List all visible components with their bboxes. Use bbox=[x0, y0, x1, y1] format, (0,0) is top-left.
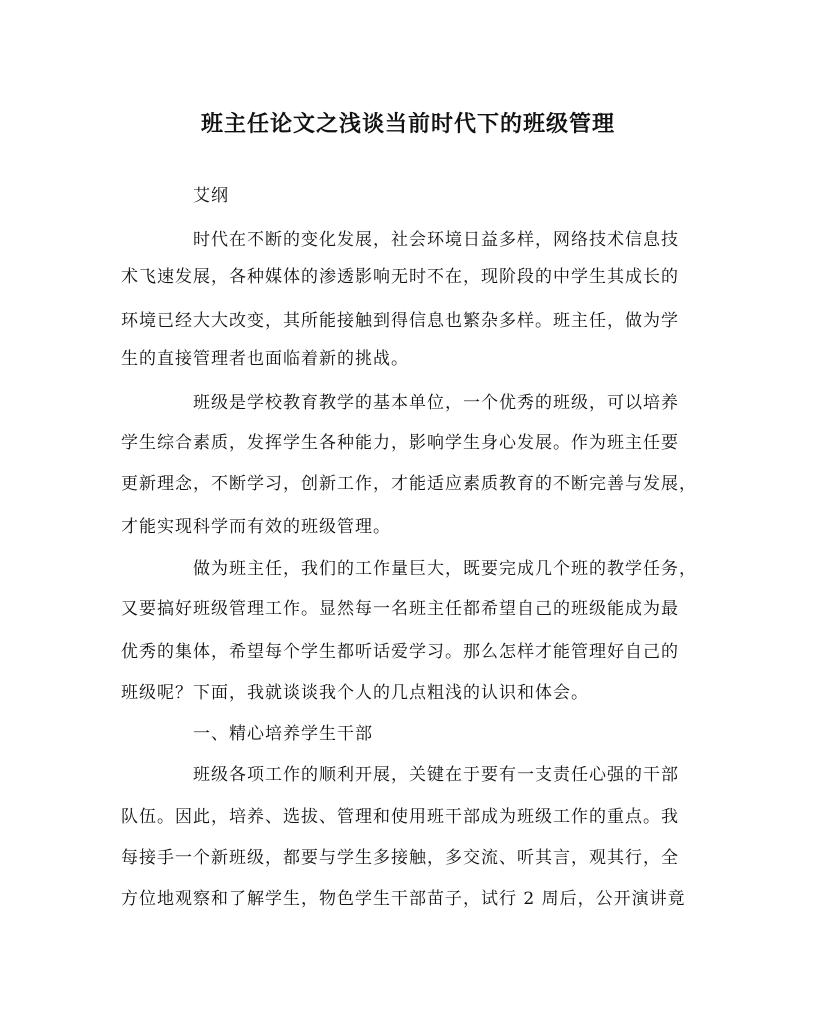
document-title: 班主任论文之浅谈当前时代下的班级管理 bbox=[200, 111, 615, 137]
paragraph-2-line-2: 学生综合素质，发挥学生各种能力，影响学生身心发展。作为班主任要 bbox=[121, 433, 679, 453]
paragraph-1-line-4: 生的直接管理者也面临着新的挑战。 bbox=[121, 349, 409, 369]
paragraph-2-line-3: 更新理念，不断学习，创新工作，才能适应素质教育的不断完善与发展， bbox=[121, 474, 697, 494]
paragraph-4-line-3: 每接手一个新班级，都要与学生多接触，多交流、听其言，观其行，全 bbox=[121, 848, 679, 868]
paragraph-1-line-3: 环境已经大大改变，其所能接触到得信息也繁杂多样。班主任，做为学 bbox=[121, 311, 679, 331]
paragraph-4-line-4: 方位地观察和了解学生，物色学生干部苗子，试行 2 周后，公开演讲竟 bbox=[121, 889, 686, 909]
section-heading-1: 一、精心培养学生干部 bbox=[193, 724, 373, 744]
author-line: 艾纲 bbox=[193, 186, 229, 206]
paragraph-1-line-1: 时代在不断的变化发展，社会环境日益多样，网络技术信息技 bbox=[193, 230, 679, 250]
paragraph-4-line-2: 队伍。因此，培养、选拔、管理和使用班干部成为班级工作的重点。我 bbox=[121, 807, 679, 827]
paragraph-3-line-3: 优秀的集体，希望每个学生都听话爱学习。那么怎样才能管理好自己的 bbox=[121, 642, 679, 662]
paragraph-4-line-1: 班级各项工作的顺利开展，关键在于要有一支责任心强的干部 bbox=[193, 765, 679, 785]
paragraph-2-line-4: 才能实现科学而有效的班级管理。 bbox=[121, 517, 391, 537]
paragraph-3-line-2: 又要搞好班级管理工作。显然每一名班主任都希望自己的班级能成为最 bbox=[121, 599, 679, 619]
paragraph-1-line-2: 术飞速发展，各种媒体的渗透影响无时不在，现阶段的中学生其成长的 bbox=[121, 267, 679, 287]
paragraph-3-line-1: 做为班主任，我们的工作量巨大，既要完成几个班的教学任务， bbox=[193, 559, 697, 579]
paragraph-3-line-4: 班级呢？下面，我就谈谈我个人的几点粗浅的认识和体会。 bbox=[121, 683, 589, 703]
paragraph-2-line-1: 班级是学校教育教学的基本单位，一个优秀的班级，可以培养 bbox=[193, 393, 679, 413]
